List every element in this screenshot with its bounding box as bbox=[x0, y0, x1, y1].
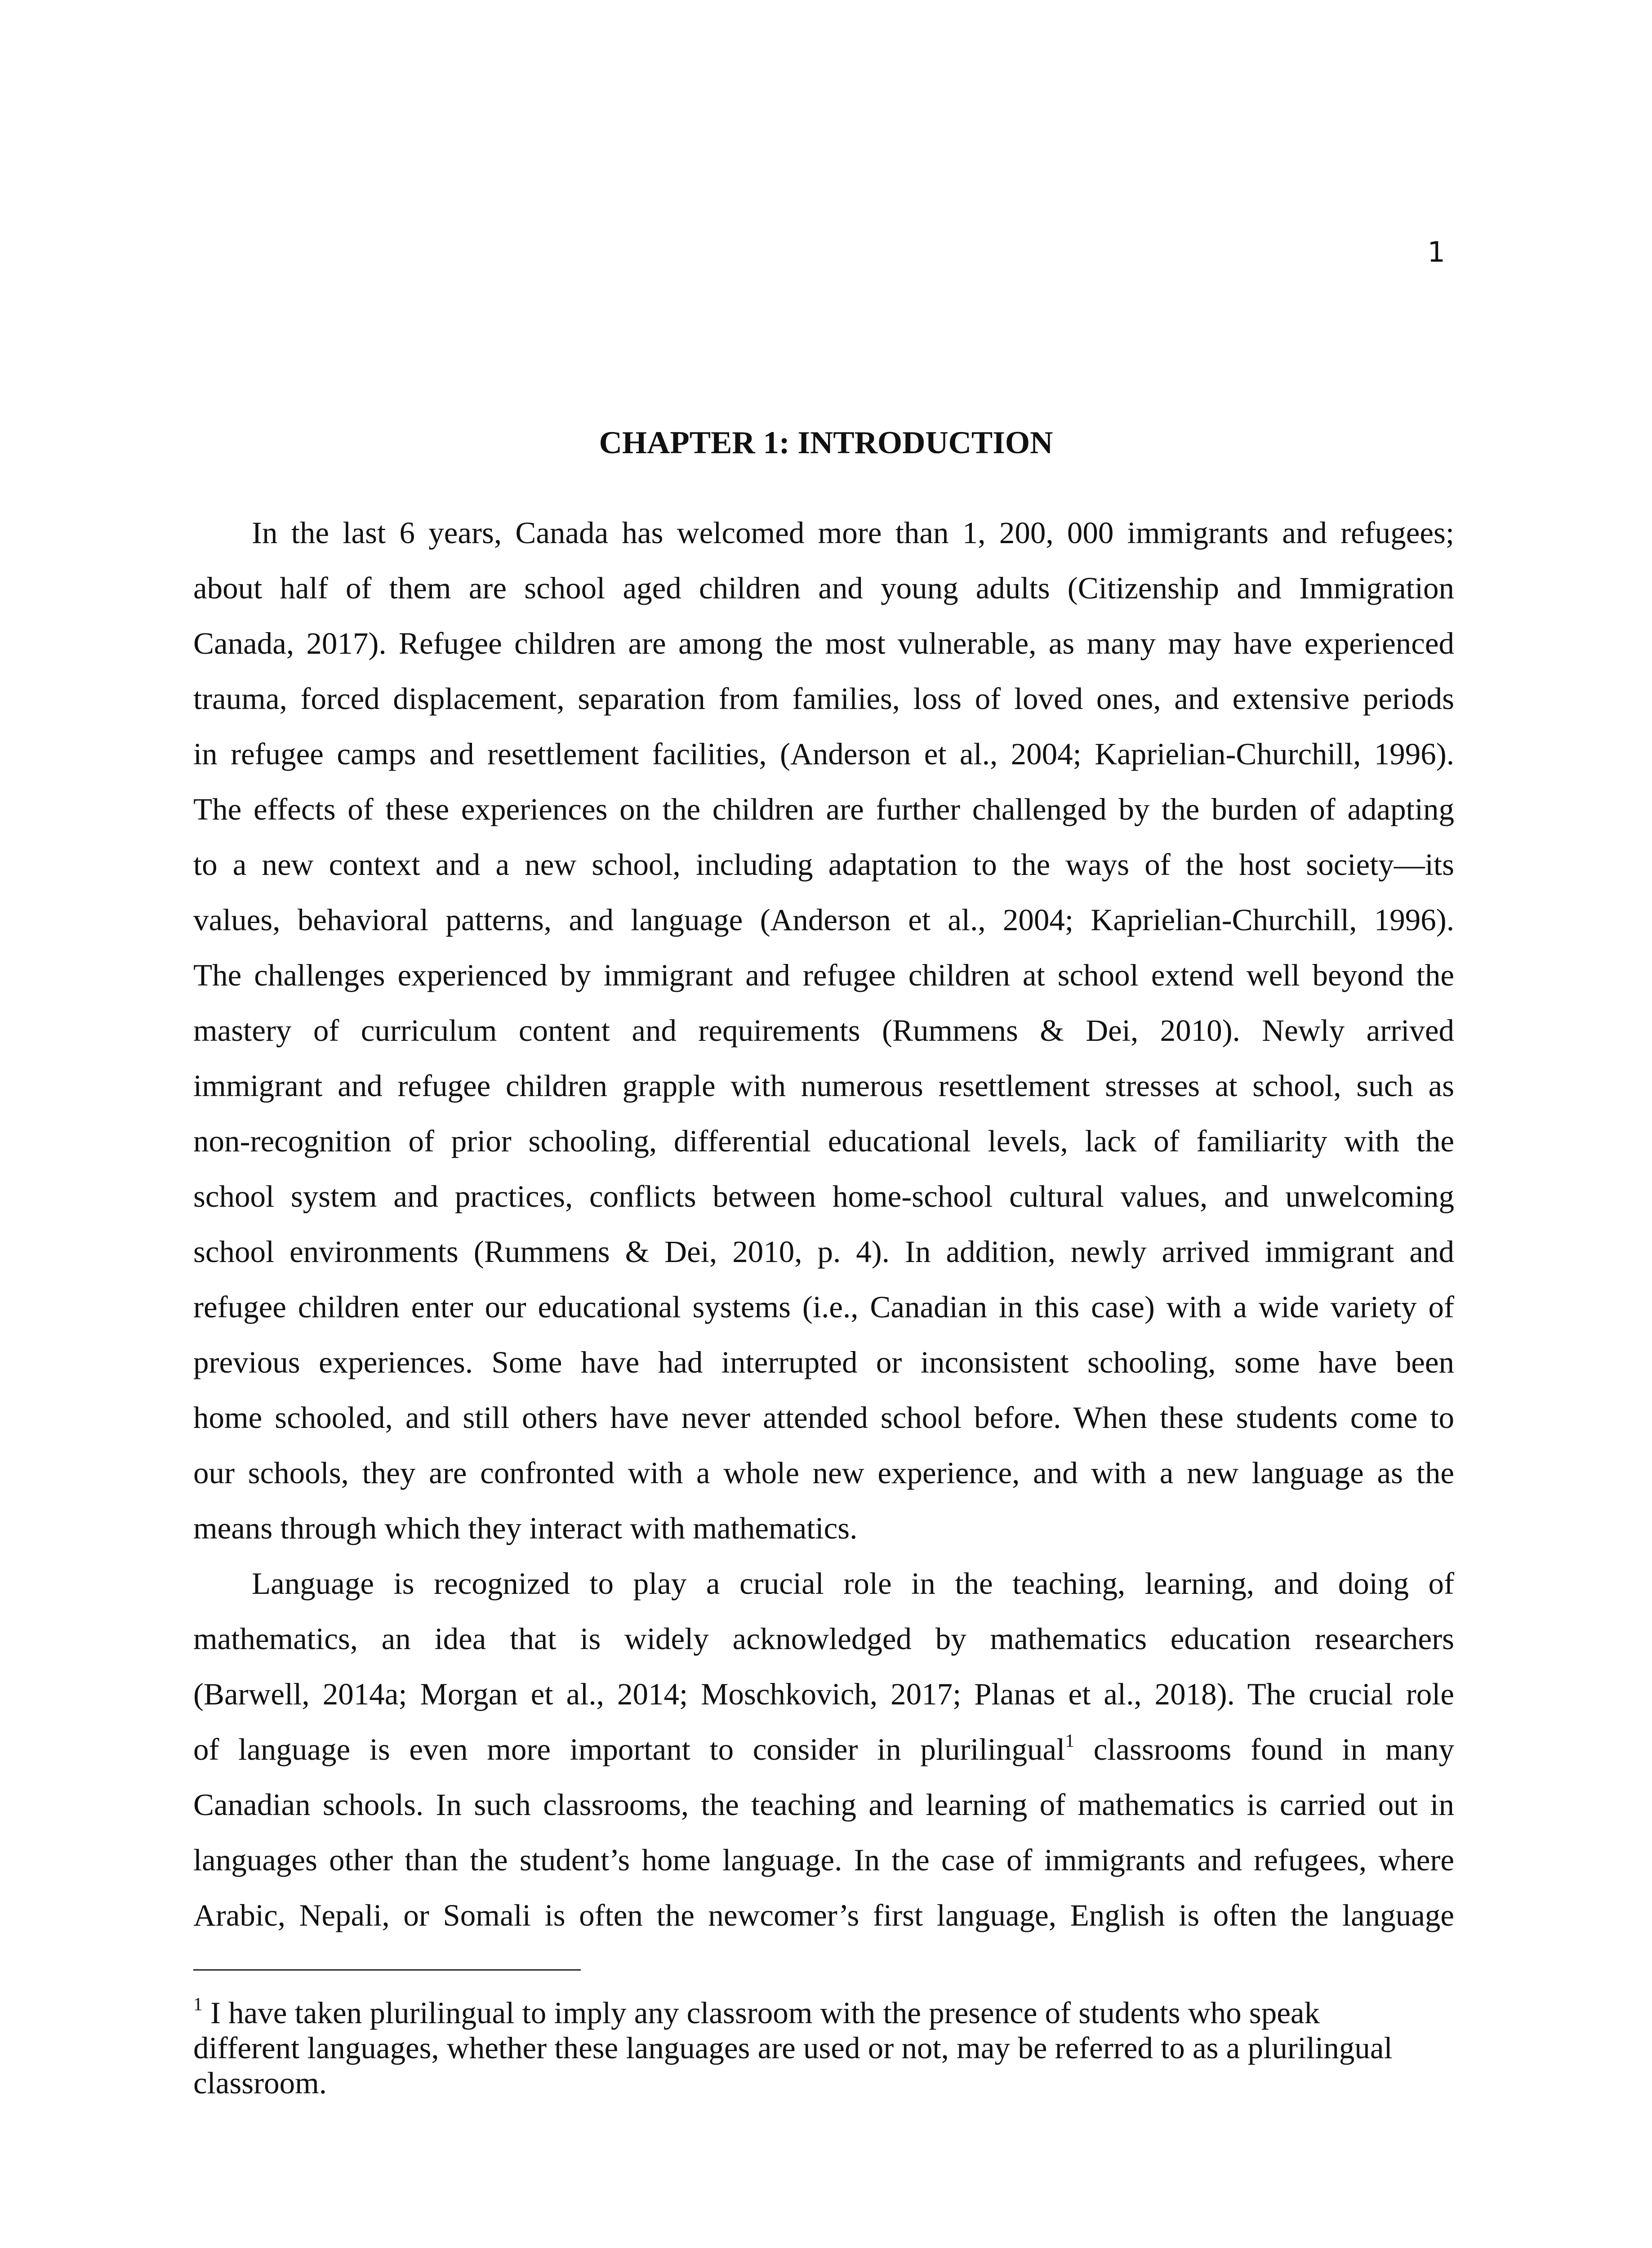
body-line: The challenges experienced by immigrant and refugee children at school extend well beyond the bbox=[193, 958, 1454, 992]
body-line-text-after: classrooms found in many bbox=[1074, 1732, 1454, 1766]
chapter-title: CHAPTER 1: INTRODUCTION bbox=[599, 425, 1053, 460]
footnote-line: different languages, whether these languages are used or not, may be referred to as a plurilingual bbox=[193, 2031, 1393, 2065]
body-line: values, behavioral patterns, and language (Anderson et al., 2004; Kaprielian-Churchill, 1996). bbox=[193, 903, 1454, 937]
body-line: mastery of curriculum content and requirements (Rummens & Dei, 2010). Newly arrived bbox=[193, 1013, 1454, 1048]
footnote-reference[interactable]: 1 bbox=[1065, 1730, 1075, 1751]
body-line-text-before: of language is even more important to consider in plurilingual bbox=[193, 1732, 1065, 1766]
body-line: Canadian schools. In such classrooms, the teaching and learning of mathematics is carried out in bbox=[193, 1788, 1454, 1822]
footnote bbox=[193, 1995, 1454, 2101]
body-line: Canada, 2017). Refugee children are among the most vulnerable, as many may have experienced bbox=[193, 626, 1454, 660]
body-line: The effects of these experiences on the children are further challenged by the burden of adapting bbox=[193, 792, 1454, 826]
body-line: Language is recognized to play a crucial role in the teaching, learning, and doing of bbox=[252, 1566, 1454, 1601]
body-line: non-recognition of prior schooling, differential educational levels, lack of familiarity with the bbox=[193, 1124, 1454, 1158]
body-line: mathematics, an idea that is widely acknowledged by mathematics education researchers bbox=[193, 1622, 1454, 1656]
page-number: 1 bbox=[1427, 236, 1445, 268]
body-line: Arabic, Nepali, or Somali is often the newcomer’s first language, English is often the language bbox=[193, 1898, 1454, 1932]
body-line: means through which they interact with mathematics. bbox=[193, 1511, 858, 1545]
body-line: trauma, forced displacement, separation from families, loss of loved ones, and extensive periods bbox=[193, 682, 1454, 716]
footnote-text: I have taken plurilingual to imply any classroom with the presence of students who speak bbox=[202, 1996, 1320, 2030]
body-line: previous experiences. Some have had interrupted or inconsistent schooling, some have been bbox=[193, 1345, 1454, 1379]
body-line: home schooled, and still others have never attended school before. When these students come to bbox=[193, 1401, 1454, 1435]
body-line: immigrant and refugee children grapple with numerous resettlement stresses at school, such as bbox=[193, 1069, 1454, 1103]
body-line: (Barwell, 2014a; Morgan et al., 2014; Moschkovich, 2017; Planas et al., 2018). The crucial role bbox=[193, 1677, 1454, 1711]
body-line: about half of them are school aged children and young adults (Citizenship and Immigration bbox=[193, 571, 1454, 605]
footnote-line bbox=[193, 1995, 1454, 2030]
footnote-line: classroom. bbox=[193, 2066, 327, 2100]
body-line: languages other than the student’s home language. In the case of immigrants and refugees, where bbox=[193, 1843, 1454, 1877]
body-line: school environments (Rummens & Dei, 2010, p. 4). In addition, newly arrived immigrant and bbox=[193, 1235, 1454, 1269]
body-line: in refugee camps and resettlement facilities, (Anderson et al., 2004; Kaprielian-Churchill, 1996). bbox=[193, 737, 1454, 771]
body-line: In the last 6 years, Canada has welcomed more than 1, 200, 000 immigrants and refugees; bbox=[252, 516, 1454, 550]
body-line: school system and practices, conflicts between home-school cultural values, and unwelcoming bbox=[193, 1179, 1454, 1213]
body-text bbox=[193, 505, 1454, 1943]
body-line: to a new context and a new school, including adaptation to the ways of the host society—its bbox=[193, 847, 1454, 882]
body-line-with-footnote-marker bbox=[193, 1722, 1454, 1777]
footnote-rule bbox=[193, 1969, 581, 1971]
body-line: our schools, they are confronted with a whole new experience, and with a new language as the bbox=[193, 1456, 1454, 1490]
body-line: refugee children enter our educational systems (i.e., Canadian in this case) with a wide variety of bbox=[193, 1290, 1454, 1324]
footnote-marker: 1 bbox=[193, 1994, 203, 2015]
